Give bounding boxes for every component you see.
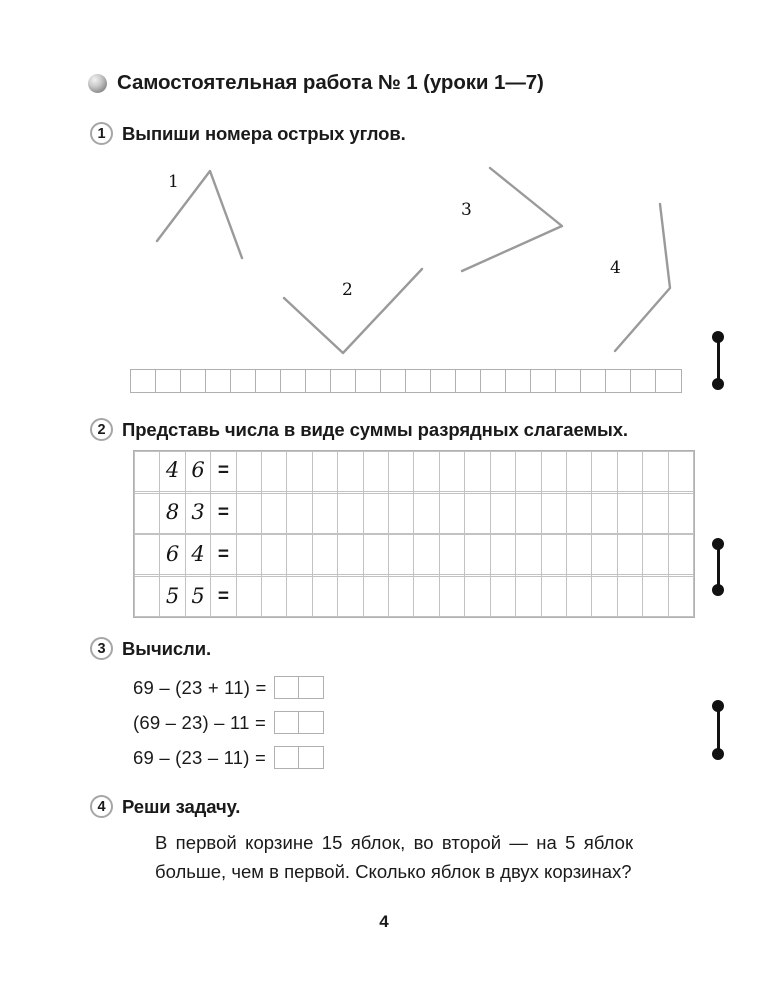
grid-cell[interactable] — [643, 535, 668, 575]
grid-cell[interactable] — [617, 535, 642, 575]
grid-cell[interactable] — [312, 452, 337, 492]
answer-cell[interactable] — [299, 747, 323, 768]
grid-cell[interactable] — [566, 577, 591, 617]
angle-label-2: 2 — [342, 280, 353, 300]
equals-sign: = — [217, 502, 229, 524]
task-4-number: 4 — [90, 795, 113, 818]
grid-cell[interactable] — [363, 535, 388, 575]
grid-cell[interactable] — [287, 452, 312, 492]
grid-cell[interactable] — [414, 577, 439, 617]
grid-cell[interactable] — [262, 535, 287, 575]
answer-cell[interactable] — [256, 370, 281, 392]
grid-cell[interactable] — [516, 577, 541, 617]
answer-cell[interactable] — [275, 712, 299, 733]
grid-cell[interactable] — [287, 493, 312, 533]
task-4-problem-line-2: больше, чем в первой. Сколько яблок в двух корзинах? — [155, 861, 632, 882]
handwritten-digit: 5 — [165, 583, 180, 608]
answer-cell[interactable] — [431, 370, 456, 392]
grid-cell[interactable] — [312, 535, 337, 575]
grid-cell[interactable] — [617, 493, 642, 533]
answer-cell[interactable] — [281, 370, 306, 392]
grid-cell[interactable] — [135, 493, 160, 533]
grid-cell[interactable] — [363, 577, 388, 617]
task-2-title: Представь числа в виде суммы разрядных слагаемых. — [122, 418, 628, 440]
handwritten-digit: 3 — [191, 500, 205, 525]
grid-cell-digit[interactable] — [185, 452, 210, 492]
grid-cell[interactable] — [363, 493, 388, 533]
grid-cell[interactable] — [465, 452, 490, 492]
grid-row — [135, 535, 694, 575]
task-1-answer-strip[interactable] — [130, 369, 682, 393]
expression-answer-box[interactable] — [274, 711, 324, 734]
sphere-bullet-icon — [88, 74, 107, 93]
grid-cell[interactable] — [439, 493, 464, 533]
expression-text: 69 – (23 + 11) = — [133, 676, 267, 698]
task-1-number: 1 — [90, 122, 113, 145]
marker-dot-bottom-icon — [712, 584, 724, 596]
grid-row — [135, 577, 694, 617]
grid-cell[interactable] — [389, 493, 414, 533]
grid-cell[interactable] — [439, 535, 464, 575]
grid-cell[interactable] — [490, 493, 515, 533]
angle-shape-3 — [462, 168, 562, 271]
grid-cell[interactable] — [566, 493, 591, 533]
grid-cell[interactable] — [668, 577, 693, 617]
marker-task-1 — [712, 331, 724, 390]
grid-cell[interactable] — [135, 577, 160, 617]
grid-cell[interactable] — [287, 535, 312, 575]
grid-cell[interactable] — [338, 452, 363, 492]
grid-cell-digit[interactable] — [160, 493, 185, 533]
expression-row — [133, 707, 324, 738]
grid-cell[interactable] — [262, 577, 287, 617]
grid-cell[interactable] — [439, 452, 464, 492]
handwritten-digit: 8 — [165, 500, 180, 525]
grid-cell[interactable] — [465, 577, 490, 617]
task-4-problem-text — [155, 828, 707, 886]
grid-cell[interactable] — [668, 493, 693, 533]
grid-cell[interactable] — [414, 452, 439, 492]
answer-cell[interactable] — [506, 370, 531, 392]
grid-cell[interactable] — [617, 452, 642, 492]
angle-shape-2 — [284, 269, 422, 353]
grid-cell[interactable] — [516, 493, 541, 533]
equals-sign: = — [217, 585, 229, 607]
grid-cell[interactable] — [389, 535, 414, 575]
grid-cell-digit[interactable] — [160, 535, 185, 575]
expression-row — [133, 672, 324, 703]
task-4-title: Реши задачу. — [122, 795, 241, 817]
grid-cell[interactable] — [262, 452, 287, 492]
grid-cell[interactable] — [236, 577, 261, 617]
grid-cell[interactable] — [389, 577, 414, 617]
grid-cell-equals[interactable] — [211, 577, 236, 617]
grid-cell[interactable] — [566, 452, 591, 492]
marker-task-3 — [712, 700, 724, 760]
task-3-title: Вычисли. — [122, 637, 212, 659]
task-1-title: Выпиши номера острых углов. — [122, 122, 406, 144]
grid-cell[interactable] — [389, 452, 414, 492]
grid-cell[interactable] — [312, 493, 337, 533]
answer-cell[interactable] — [275, 677, 299, 698]
grid-cell[interactable] — [643, 577, 668, 617]
grid-cell[interactable] — [643, 452, 668, 492]
marker-task-2 — [712, 538, 724, 596]
task-4-problem-line-1: В первой корзине 15 яблок, во второй — на 5 яблок — [155, 832, 634, 853]
grid-cell[interactable] — [668, 452, 693, 492]
page-title: Самостоятельная работа № 1 (уроки 1—7) — [117, 71, 544, 94]
grid-row — [135, 452, 694, 492]
expression-answer-box[interactable] — [274, 676, 324, 699]
grid-cell[interactable] — [236, 493, 261, 533]
grid-cell[interactable] — [287, 577, 312, 617]
handwritten-digit: 4 — [191, 541, 205, 566]
answer-cell[interactable] — [481, 370, 506, 392]
answer-cell[interactable] — [156, 370, 181, 392]
equals-sign: = — [217, 543, 229, 565]
grid-cell-digit[interactable] — [160, 452, 185, 492]
marker-dot-bottom-icon — [712, 378, 724, 390]
grid-cell[interactable] — [135, 535, 160, 575]
answer-cell[interactable] — [631, 370, 656, 392]
grid-cell[interactable] — [592, 452, 617, 492]
grid-cell[interactable] — [490, 452, 515, 492]
task-4-header — [90, 795, 240, 818]
grid-cell[interactable] — [465, 493, 490, 533]
answer-cell[interactable] — [581, 370, 606, 392]
angle-label-1: 1 — [168, 172, 179, 192]
answer-cell[interactable] — [356, 370, 381, 392]
grid-cell[interactable] — [363, 452, 388, 492]
grid-cell[interactable] — [541, 452, 566, 492]
answer-cell[interactable] — [299, 677, 323, 698]
grid-cell[interactable] — [414, 535, 439, 575]
grid-row — [135, 493, 694, 533]
grid-cell[interactable] — [643, 493, 668, 533]
grid-cell-digit[interactable] — [185, 577, 210, 617]
answer-cell[interactable] — [656, 370, 681, 392]
handwritten-digit: 6 — [191, 458, 205, 483]
grid-cell[interactable] — [516, 535, 541, 575]
expression-row — [133, 742, 324, 773]
grid-cell[interactable] — [592, 577, 617, 617]
answer-cell[interactable] — [306, 370, 331, 392]
grid-cell[interactable] — [312, 577, 337, 617]
answer-cell[interactable] — [231, 370, 256, 392]
page-title-row — [88, 71, 544, 95]
grid-cell-digit[interactable] — [185, 535, 210, 575]
handwritten-digit: 6 — [165, 541, 180, 566]
grid-cell-digit[interactable] — [160, 577, 185, 617]
expression-text: (69 – 23) – 11 = — [133, 711, 266, 733]
answer-cell[interactable] — [299, 712, 323, 733]
answer-cell[interactable] — [381, 370, 406, 392]
grid-cell[interactable] — [592, 535, 617, 575]
grid-cell[interactable] — [439, 577, 464, 617]
page-number: 4 — [379, 912, 389, 931]
grid-cell-equals[interactable] — [211, 493, 236, 533]
answer-cell[interactable] — [206, 370, 231, 392]
task-3-number: 3 — [90, 637, 113, 660]
answer-cell[interactable] — [181, 370, 206, 392]
answer-cell[interactable] — [556, 370, 581, 392]
grid-cell[interactable] — [236, 452, 261, 492]
angle-shape-4 — [615, 204, 670, 351]
grid-cell[interactable] — [414, 493, 439, 533]
angle-label-4: 4 — [610, 258, 621, 278]
grid-cell[interactable] — [236, 535, 261, 575]
handwritten-digit: 5 — [191, 583, 205, 608]
grid-cell[interactable] — [516, 452, 541, 492]
grid-cell[interactable] — [541, 577, 566, 617]
answer-cell[interactable] — [456, 370, 481, 392]
answer-cell[interactable] — [406, 370, 431, 392]
task-3-header — [90, 637, 211, 660]
grid-cell[interactable] — [490, 535, 515, 575]
expression-text: 69 – (23 – 11) = — [133, 746, 266, 768]
grid-cell-digit[interactable] — [185, 493, 210, 533]
grid-cell[interactable] — [541, 493, 566, 533]
marker-dot-bottom-icon — [712, 748, 724, 760]
grid-cell[interactable] — [566, 535, 591, 575]
grid-cell[interactable] — [592, 493, 617, 533]
grid-cell-equals[interactable] — [211, 535, 236, 575]
answer-cell[interactable] — [606, 370, 631, 392]
task-2-number: 2 — [90, 418, 113, 441]
grid-cell[interactable] — [338, 577, 363, 617]
task-2-header — [90, 418, 628, 441]
task-3-expression-list — [133, 672, 324, 777]
grid-cell[interactable] — [262, 493, 287, 533]
task-2-grid[interactable] — [133, 450, 695, 618]
handwritten-digit: 4 — [165, 458, 180, 483]
angle-label-3: 3 — [461, 200, 472, 220]
answer-cell[interactable] — [331, 370, 356, 392]
grid-cell[interactable] — [338, 493, 363, 533]
equals-sign: = — [217, 460, 229, 482]
answer-cell[interactable] — [275, 747, 299, 768]
grid-cell[interactable] — [465, 535, 490, 575]
grid-cell-equals[interactable] — [211, 452, 236, 492]
expression-answer-box[interactable] — [274, 746, 324, 769]
task-1-header — [90, 122, 406, 145]
grid-cell[interactable] — [135, 452, 160, 492]
answer-cell[interactable] — [131, 370, 156, 392]
grid-cell[interactable] — [668, 535, 693, 575]
answer-cell[interactable] — [531, 370, 556, 392]
grid-cell[interactable] — [490, 577, 515, 617]
grid-cell[interactable] — [617, 577, 642, 617]
grid-cell[interactable] — [338, 535, 363, 575]
grid-cell[interactable] — [541, 535, 566, 575]
